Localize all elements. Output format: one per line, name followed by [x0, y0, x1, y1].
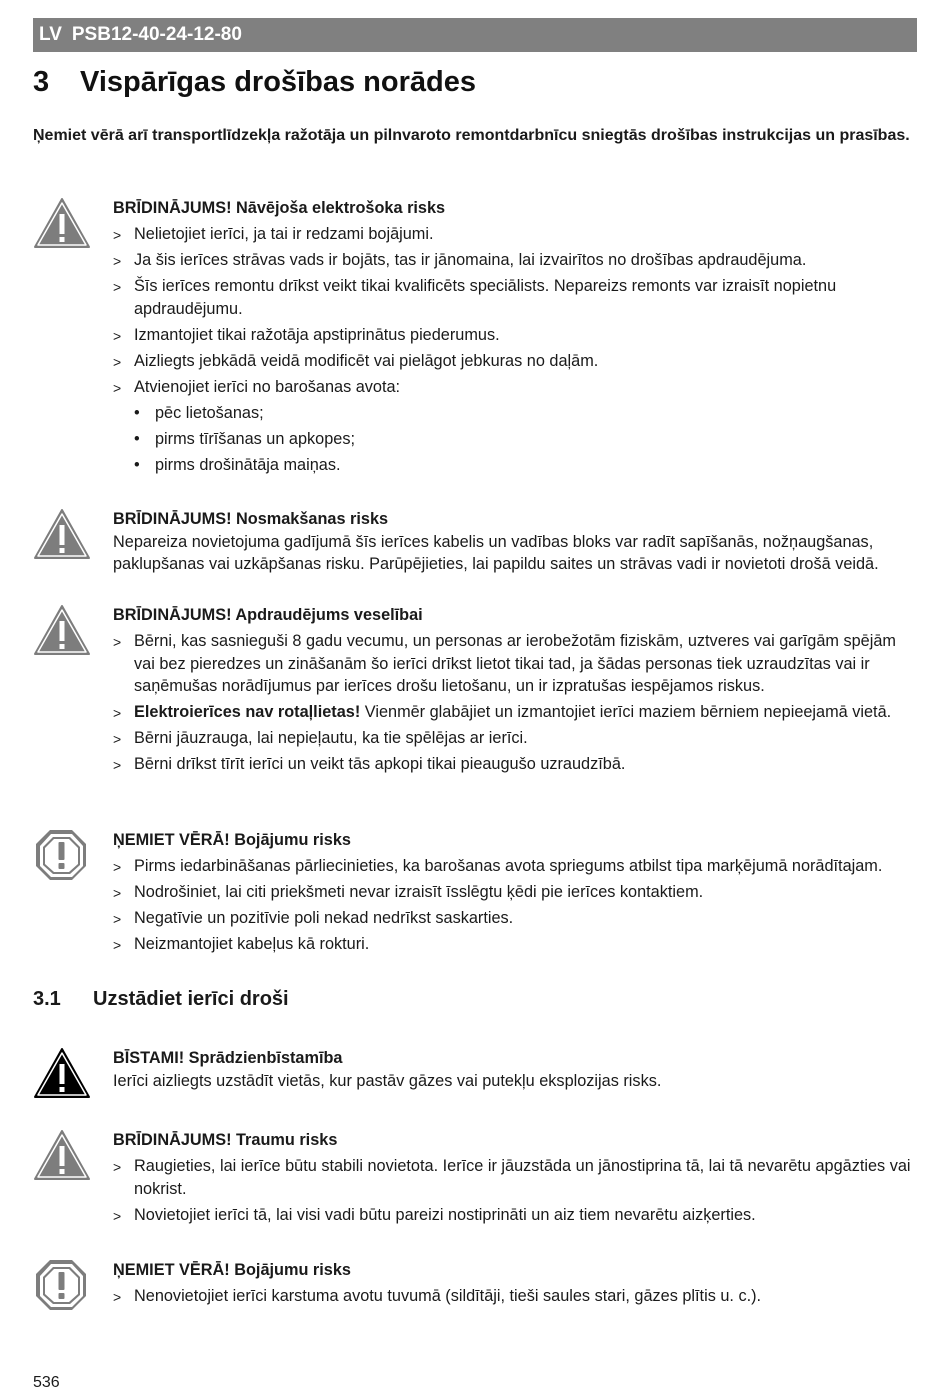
block-title: BĪSTAMI! Sprādzienbīstamība	[113, 1049, 343, 1067]
list-item: > Atvienojiet ierīci no barošanas avota:	[113, 376, 918, 399]
warning-triangle-icon	[33, 508, 91, 560]
warning-triangle-icon	[33, 604, 91, 656]
sub-list-item: • pirms tīrīšanas un apkopes;	[113, 428, 918, 451]
intro-text: Ņemiet vērā arī transportlīdzekļa ražotāja un pilnvaroto remontdarbnīcu sniegtās drošības instrukcijas un prasības.	[33, 127, 910, 144]
warning-suffocation	[33, 508, 918, 576]
danger-triangle-icon	[33, 1047, 91, 1099]
language-code: LV	[39, 24, 62, 45]
warning-triangle-icon	[33, 197, 91, 249]
list-item	[113, 701, 918, 724]
list-item: > Nodrošiniet, lai citi priekšmeti nevar izraisīt īsslēgtu ķēdi pie ierīces kontaktiem.	[113, 881, 918, 904]
section-title: Vispārīgas drošības norādes	[80, 66, 476, 98]
list-item: > Aizliegts jebkādā veidā modificēt vai pielāgot jebkuras no daļām.	[113, 350, 918, 373]
list-item: > Bērni jāuzrauga, lai nepieļautu, ka tie spēlējas ar ierīci.	[113, 727, 918, 750]
block-text: Nepareiza novietojuma gadījumā šīs ierīces kabelis un vadības bloks var radīt sapīšanās, nožņaugšanas, paklupšanas vai uzkāpšanas risku. Parūpējieties, lai papildu saites un strāvas vadi ir novietoti drošā veidā.	[113, 532, 879, 573]
list-item: > Neizmantojiet kabeļus kā rokturi.	[113, 933, 918, 956]
list-item: > Nenovietojiet ierīci karstuma avotu tuvumā (sildītāji, tieši saules stari, gāzes plītis u. c.).	[113, 1285, 918, 1308]
notice-octagon-icon	[33, 1259, 91, 1311]
section-heading	[33, 66, 476, 99]
list-item: > Bērni, kas sasnieguši 8 gadu vecumu, un personas ar ierobežotām fiziskām, uztveres vai garīgām spējām vai bez pieredzes un zināšanām šo ierīci drīkst lietot tikai tad, ja šādas personas tiek uzraudzītas vai ir saņēmušas norādījumus par ierīces drošu lietošanu, un ir izpratušas iespējamos riskus.	[113, 630, 918, 698]
list-item: > Šīs ierīces remontu drīkst veikt tikai kvalificēts speciālists. Nepareizs remonts var izraisīt nopietnu apdraudējumu.	[113, 275, 918, 320]
warning-triangle-icon	[33, 1129, 91, 1181]
subsection-title: Uzstādiet ierīci droši	[93, 988, 289, 1010]
list-item: > Ja šis ierīces strāvas vads ir bojāts, tas ir jānomaina, lai izvairītos no drošības apdraudējuma.	[113, 249, 918, 272]
model-number: PSB12-40-24-12-80	[71, 24, 242, 45]
sub-list-item: • pēc lietošanas;	[113, 402, 918, 425]
block-title: BRĪDINĀJUMS! Apdraudējums veselībai	[113, 606, 423, 624]
list-item: > Nelietojiet ierīci, ja tai ir redzami bojājumi.	[113, 223, 918, 246]
subsection-number: 3.1	[33, 988, 61, 1010]
list-item: > Negatīvie un pozitīvie poli nekad nedrīkst saskarties.	[113, 907, 918, 930]
danger-explosion	[33, 1047, 918, 1092]
block-text: Ierīci aizliegts uzstādīt vietās, kur pastāv gāzes vai putekļu eksplozijas risks.	[113, 1071, 662, 1090]
header-bar	[33, 18, 917, 52]
subsection-heading	[33, 988, 289, 1011]
block-title: ŅEMIET VĒRĀ! Bojājumu risks	[113, 831, 351, 849]
list-item: > Izmantojiet tikai ražotāja apstiprinātus piederumus.	[113, 324, 918, 347]
notice-octagon-icon	[33, 829, 91, 881]
list-item: > Novietojiet ierīci tā, lai visi vadi būtu pareizi nostiprināti un aiz tiem nevarētu aizķerties.	[113, 1204, 918, 1227]
block-title: ŅEMIET VĒRĀ! Bojājumu risks	[113, 1261, 351, 1279]
list-item-text: Vienmēr glabājiet un izmantojiet ierīci maziem bērniem nepieejamā vietā.	[360, 703, 892, 721]
block-title: BRĪDINĀJUMS! Traumu risks	[113, 1131, 338, 1149]
warning-injury	[33, 1129, 918, 1226]
block-title: BRĪDINĀJUMS! Nosmakšanas risks	[113, 510, 389, 528]
section-number: 3	[33, 66, 50, 98]
page-number: 536	[33, 1374, 60, 1391]
block-title: BRĪDINĀJUMS! Nāvējoša elektrošoka risks	[113, 199, 446, 217]
list-item: > Raugieties, lai ierīce būtu stabili novietota. Ierīce ir jāuzstāda un jānostiprina tā, lai tā nevarētu apgāzties vai nokrist.	[113, 1155, 918, 1200]
warning-health-hazard	[33, 604, 918, 776]
notice-damage-risk	[33, 829, 918, 956]
emphasis-text: Elektroierīces nav rotaļlietas!	[134, 703, 361, 721]
warning-electric-shock	[33, 197, 918, 476]
sub-list-item: • pirms drošinātāja maiņas.	[113, 454, 918, 477]
list-item: > Pirms iedarbināšanas pārliecinieties, ka barošanas avota spriegums atbilst tipa marķējumā norādītajam.	[113, 855, 918, 878]
notice-damage-risk-2	[33, 1259, 918, 1308]
list-item: > Bērni drīkst tīrīt ierīci un veikt tās apkopi tikai pieaugušo uzraudzībā.	[113, 753, 918, 776]
